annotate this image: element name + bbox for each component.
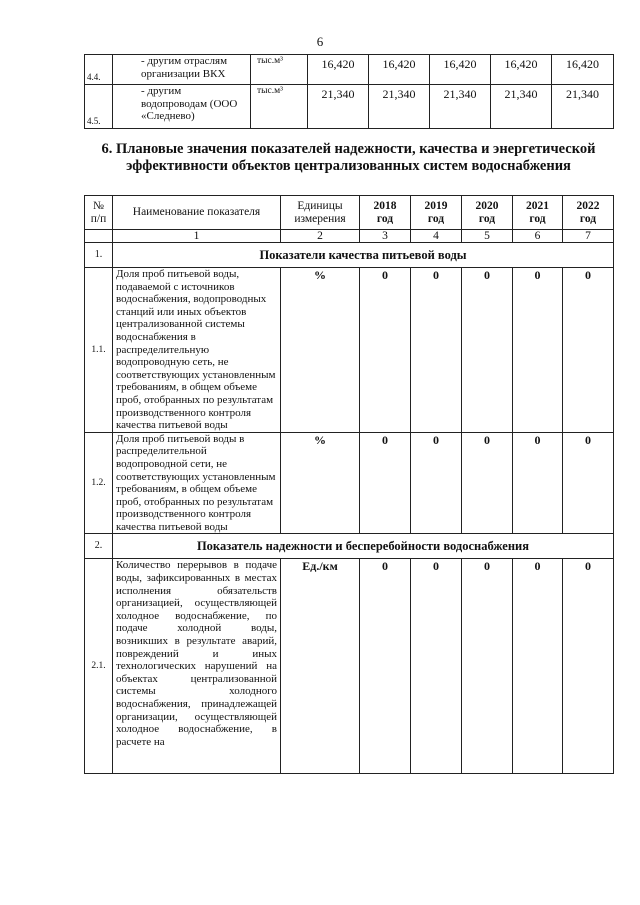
column-number: 6: [513, 230, 563, 243]
value-cell: 16,420: [552, 55, 614, 85]
value-cell: 21,340: [430, 85, 491, 129]
unit-cell: %: [281, 268, 360, 433]
value-cell: 0: [462, 559, 513, 774]
value-cell: 21,340: [308, 85, 369, 129]
indicators-table: [84, 195, 614, 774]
row-unit: тыс.м³: [251, 55, 308, 85]
header-year: 2021 год: [513, 196, 563, 230]
value-cell: 0: [462, 432, 513, 534]
row-number: 4.4.: [85, 55, 113, 85]
column-number: 3: [360, 230, 411, 243]
value-cell: 0: [411, 432, 462, 534]
value-cell: 0: [411, 268, 462, 433]
value-cell: 0: [563, 268, 614, 433]
header-num: № п/п: [85, 196, 113, 230]
row-number: 1.1.: [85, 268, 113, 433]
section-number: 1.: [85, 243, 113, 268]
column-number: 2: [281, 230, 360, 243]
unit-cell: %: [281, 432, 360, 534]
column-numbers-row: [85, 230, 614, 243]
value-cell: 0: [360, 559, 411, 774]
indicator-name: Доля проб питьевой воды, подаваемой с источников водоснабжения, водопроводных станций или иных объектов централизованной системы водоснабжения в распределительную водопроводную сеть, не соответствующих установленным требованиям, в общем объеме проб, отобранных по результатам производственного контроля качества питьевой воды: [113, 268, 281, 433]
section-heading: Показатели качества питьевой воды: [113, 243, 614, 268]
section-number: 2.: [85, 534, 113, 559]
value-cell: 21,340: [369, 85, 430, 129]
value-cell: 16,420: [369, 55, 430, 85]
row-name: - другим водопроводам (ООО «Следнево): [113, 85, 251, 129]
page-number: 6: [316, 34, 324, 49]
header-year: 2022 год: [563, 196, 614, 230]
column-number: [85, 230, 113, 243]
header-year: 2019 год: [411, 196, 462, 230]
table-row: [85, 55, 614, 85]
indicator-name-text: Количество перерывов в подаче воды, зафиксированных в местах исполнения обязательств организацией, осуществляющей холодное водоснабжение, по подаче холодной воды, возникших в результате аварий, повреждений и иных технологических нарушений на объектах централизованной системы холодного водоснабжения, принадлежащей организации, осуществляющей холодное водоснабжение, в расчете на: [116, 559, 277, 748]
value-cell: 0: [563, 559, 614, 774]
value-cell: 0: [563, 432, 614, 534]
table-row: [85, 559, 614, 774]
value-cell: 16,420: [430, 55, 491, 85]
column-number: 4: [411, 230, 462, 243]
row-number: 4.5.: [85, 85, 113, 129]
header-year: 2020 год: [462, 196, 513, 230]
value-cell: 16,420: [491, 55, 552, 85]
value-cell: 0: [360, 432, 411, 534]
header-name: Наименование показателя: [113, 196, 281, 230]
table-row: [85, 268, 614, 433]
section-heading: Показатель надежности и бесперебойности водоснабжения: [113, 534, 614, 559]
indicator-name: [113, 559, 281, 774]
header-year: 2018 год: [360, 196, 411, 230]
column-number: 1: [113, 230, 281, 243]
row-number: 1.2.: [85, 432, 113, 534]
indicator-name: Доля проб питьевой воды в распределительной водопроводной сети, не соответствующих установленным требованиям, в общем объеме проб, отобранных по результатам производственного контроля качества питьевой воды: [113, 432, 281, 534]
row-unit: тыс.м³: [251, 85, 308, 129]
unit-cell: Ед./км: [281, 559, 360, 774]
row-number: 2.1.: [85, 559, 113, 774]
table-row: [85, 432, 614, 534]
value-cell: 21,340: [552, 85, 614, 129]
value-cell: 21,340: [491, 85, 552, 129]
value-cell: 0: [411, 559, 462, 774]
header-unit: Единицы измерения: [281, 196, 360, 230]
value-cell: 0: [513, 559, 563, 774]
value-cell: 0: [513, 432, 563, 534]
row-name: - другим отраслям организации ВКХ: [113, 55, 251, 85]
section-title: 6. Плановые значения показателей надежности, качества и энергетической эффективности объектов централизованных систем водоснабжения: [101, 141, 596, 174]
value-cell: 0: [462, 268, 513, 433]
header-row: [85, 196, 614, 230]
section-row: [85, 243, 614, 268]
section-row: [85, 534, 614, 559]
table-row: [85, 85, 614, 129]
value-cell: 0: [360, 268, 411, 433]
value-cell: 0: [513, 268, 563, 433]
column-number: 7: [563, 230, 614, 243]
consumption-table: [84, 54, 614, 129]
column-number: 5: [462, 230, 513, 243]
value-cell: 16,420: [308, 55, 369, 85]
